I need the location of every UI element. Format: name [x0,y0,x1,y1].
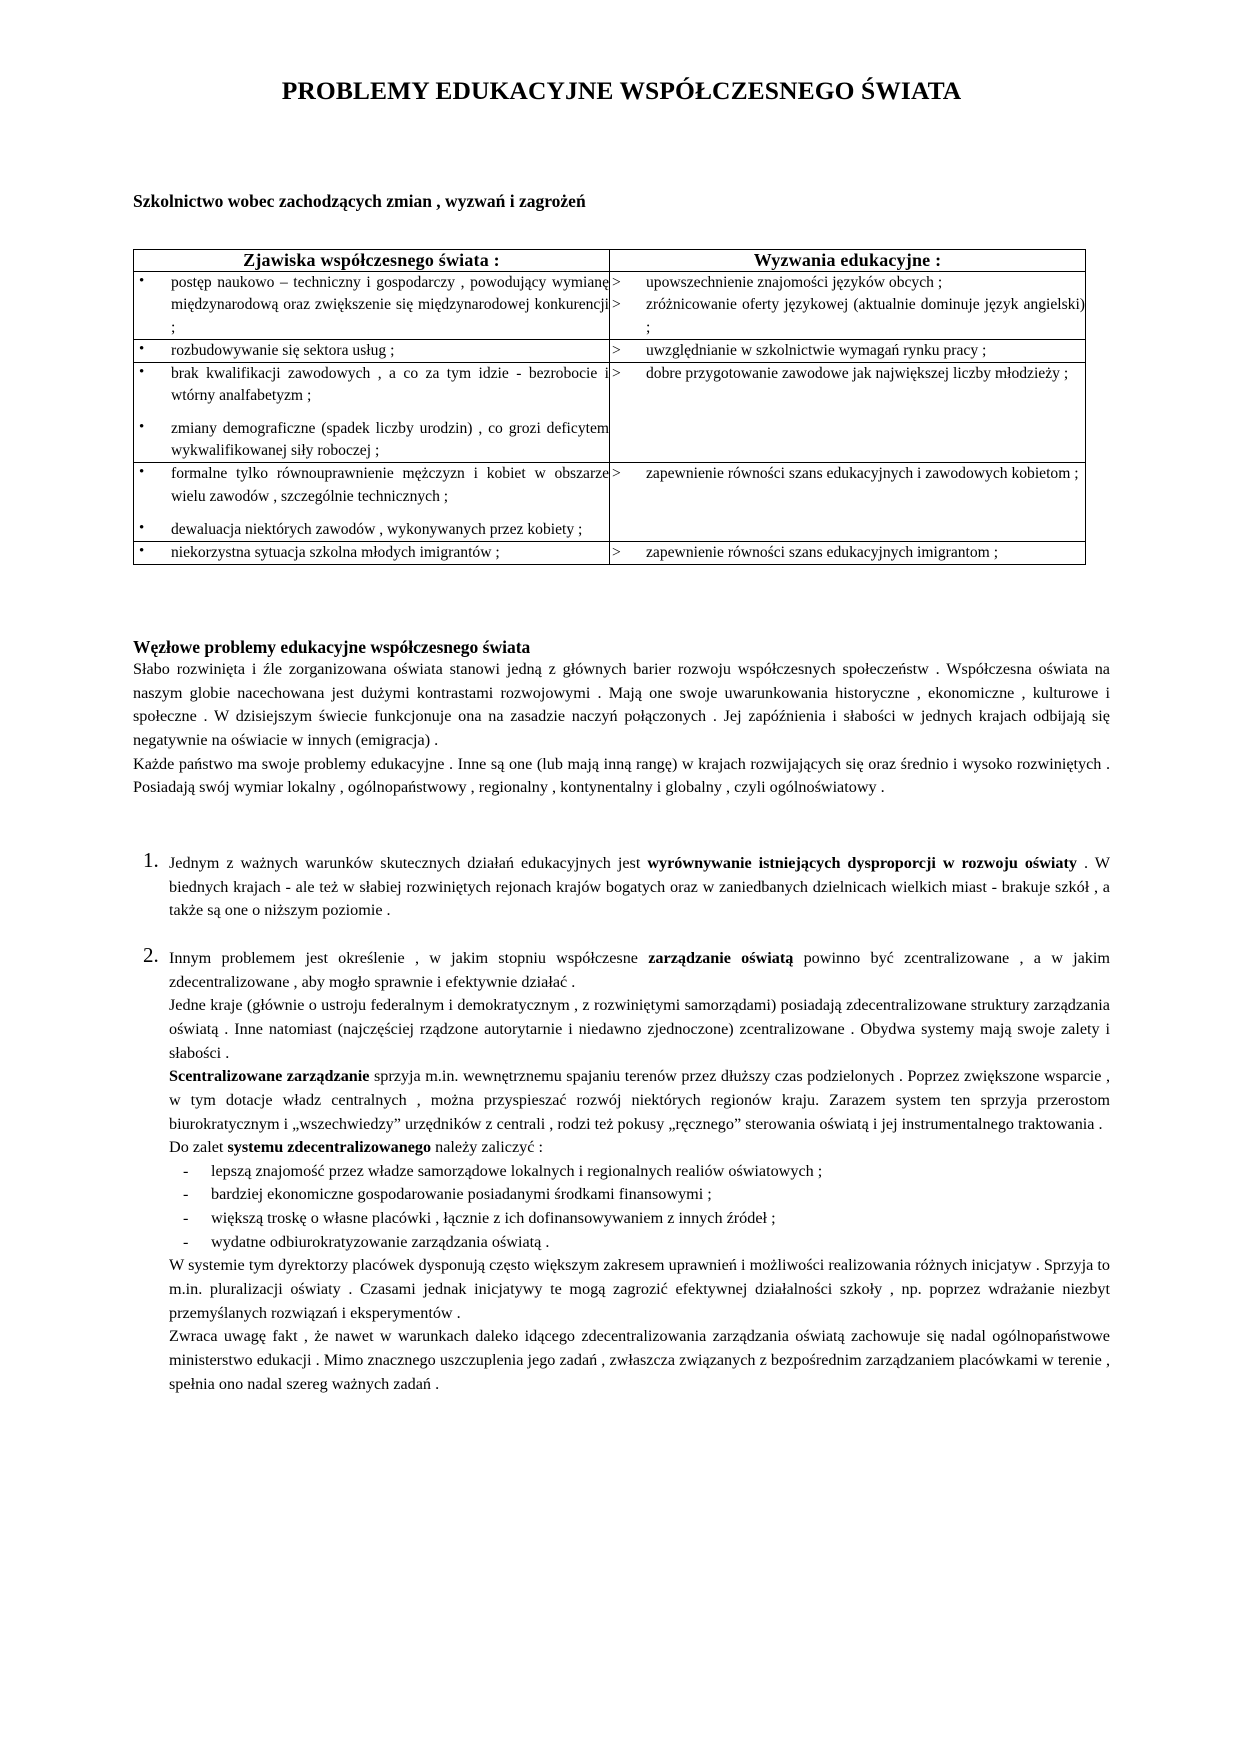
table-cell-phenomena [134,339,610,362]
table-cell-challenges [610,463,1086,541]
item2-line4-b: należy zaliczyć : [431,1138,543,1157]
table-row [134,272,1086,339]
list-item: > uwzględnianie w szkolnictwie wymagań rynku pracy ; [610,340,1085,362]
decentralized-advantages-list [169,1160,1110,1255]
table-cell-challenges [610,272,1086,339]
table-cell-phenomena [134,362,610,463]
table-header-right: Wyzwania edukacyjne : [610,250,1086,272]
numbered-item-2-line-2: Jedne kraje (głównie o ustroju federalnym i demokratycznym , z rozwiniętymi samorządami) posiadają zdecentralizowane struktury zarządzania oświatą . Inne natomiast (najczęściej rządzone autorytarnie i niedawno zjednoczone) zcentralizowane . Obydwa systemy mają swoje zalety i słabości . [169,996,1110,1062]
numbered-item-1 [133,852,1110,923]
table-row [134,463,1086,541]
item2-line1-b: powinno być zcentralizowane , a w jakim zdecentralizowane , aby mogło sprawnie i efektywnie działać . [169,948,1110,991]
item2-line1-a: Innym problemem jest określenie , w jakim stopniu współczesne [169,948,649,967]
table-row [134,339,1086,362]
list-item: • niekorzystna sytuacja szkolna młodych imigrantów ; [134,542,609,564]
item1-part-a: Jednym z ważnych warunków skutecznych działań edukacyjnych jest [169,853,648,872]
item2-line1-bold: zarządzanie oświatą [648,948,794,967]
section-heading-schooling: Szkolnictwo wobec zachodzących zmian , wyzwań i zagrożeń [133,191,586,212]
list-item: • formalne tylko równouprawnienie mężczyzn i kobiet w obszarze wielu zawodów , szczególnie technicznych ; [134,463,609,507]
numbered-item-1-text [169,852,1110,923]
phenomena-list [134,272,609,338]
numbered-item-2-line-4 [169,1136,1110,1160]
item1-part-b: . W biednych krajach - ale też w słabiej rozwiniętych rejonach krajów bogatych oraz w zaniedbanych dzielnicach wielkich miast - brakuje szkół , a także są one o niższym poziomie . [169,853,1110,920]
list-item: • dewaluacja niektórych zawodów , wykonywanych przez kobiety ; [134,519,609,541]
list-item: - bardziej ekonomiczne gospodarowanie posiadanymi środkami finansowymi ; [169,1183,1110,1207]
table-cell-phenomena [134,272,610,339]
list-item: > dobre przygotowanie zawodowe jak największej liczby młodzieży ; [610,363,1085,385]
table-cell-phenomena [134,463,610,541]
phenomena-list [134,363,609,463]
list-item: > zapewnienie równości szans edukacyjnych imigrantom ; [610,542,1085,564]
item2-line3-bold: Scentralizowane zarządzanie [169,1067,370,1086]
list-item: • rozbudowywanie się sektora usług ; [134,340,609,362]
table-row [134,362,1086,463]
table-cell-challenges [610,362,1086,463]
list-item: • postęp naukowo – techniczny i gospodarczy , powodujący wymianę międzynarodową oraz zwiększenie się międzynarodowej konkurencji ; [134,272,609,338]
paragraph-intro-1: Słabo rozwinięta i źle zorganizowana oświata stanowi jedną z głównych barier rozwoju współczesnych społeczeństw . Współczesna oświata na naszym globie nacechowana jest dużymi kontrastami rozwojowymi . Mają one swoje uwarunkowania historyczne , ekonomiczne , kulturowe i społeczne . W dzisiejszym świecie funkcjonuje ona na zasadzie naczyń połączonych . Jej zapóźnienia i słabości w jednych krajach odbijają się negatywnie na oświacie w innych (emigracja) . [133,660,1110,749]
item2-line3-rest: sprzyja m.in. wewnętrznemu spajaniu terenów przez dłuższy czas podzielonych . Poprzez zwiększone wsparcie , w tym dotacje władz centralnych , można przyspieszać rozwój niektórych regionów kraju. Zarazem system ten sprzyja przerostom biurokratycznym i „wszechwiedzy” urzędników z centrali , rodzi też pokusy „ręcznego” sterowania oświatą i jej instrumentalnego traktowania . [169,1067,1110,1133]
phenomena-list [134,340,609,362]
item2-line4-a: Do zalet [169,1138,228,1157]
list-item: • zmiany demograficzne (spadek liczby urodzin) , co grozi deficytem wykwalifikowanej siły roboczej ; [134,418,609,462]
section-heading-key-problems: Węzłowe problemy edukacyjne współczesnego świata [133,637,531,657]
paragraph-intro-2: Każde państwo ma swoje problemy edukacyjne . Inne są one (lub mają inną rangę) w krajach rozwijających się oraz średnio i wysoko rozwiniętych . Posiadają swój wymiar lokalny , ogólnopaństwowy , regionalny , kontynentalny i globalny , czyli ogólnoświatowy . [133,754,1110,797]
page-title: PROBLEMY EDUKACYJNE WSPÓŁCZESNEGO ŚWIATA [281,76,962,105]
challenges-list [610,542,1085,564]
challenges-list [610,272,1085,338]
table-cell-phenomena [134,541,610,564]
numbered-item-2-line-1 [169,947,1110,994]
list-item: > upowszechnienie znajomości języków obcych ; [610,272,1085,294]
numbered-item-2-line-3 [169,1065,1110,1136]
table-header-row [134,250,1086,272]
challenges-list [610,340,1085,362]
list-item: > zróżnicowanie oferty językowej (aktualnie dominuje język angielski) ; [610,294,1085,338]
list-item: - lepszą znajomość przez władze samorządowe lokalnych i regionalnych realiów oświatowych ; [169,1160,1110,1184]
table-cell-challenges [610,339,1086,362]
list-item: > zapewnienie równości szans edukacyjnych i zawodowych kobietom ; [610,463,1085,485]
phenomena-list [134,542,609,564]
challenges-list [610,463,1085,485]
challenges-list [610,363,1085,385]
numbered-item-2-line-6: Zwraca uwagę fakt , że nawet w warunkach daleko idącego zdecentralizowania zarządzania oświatą zachowuje się nadal ogólnopaństwowe ministerstwo edukacji . Mimo znacznego uszczuplenia jego zadań , zwłaszcza związanych z bezpośrednim zarządzaniem placówkami w terenie , spełnia ono nadal szereg ważnych zadań . [169,1327,1110,1393]
list-item: - wydatne odbiurokratyzowanie zarządzania oświatą . [169,1231,1110,1255]
item1-bold: wyrównywanie istniejących dysproporcji w rozwoju oświaty [647,853,1077,872]
item2-line4-bold: systemu zdecentralizowanego [227,1138,432,1157]
phenomena-list [134,463,609,540]
numbered-item-2-line-5: W systemie tym dyrektorzy placówek dysponują często większym zakresem uprawnień i możliwości realizowania różnych inicjatyw . Sprzyja to m.in. pluralizacji oświaty . Czasami jednak inicjatywy te mogą zagrozić efektywnej działalności szkoły , np. poprzez wdrażanie niezbyt przemyślanych rozwiązań i eksperymentów . [169,1256,1110,1322]
list-item: - większą troskę o własne placówki , łącznie z ich dofinansowywaniem z innych źródeł ; [169,1207,1110,1231]
table-header-left: Zjawiska współczesnego świata : [134,250,610,272]
numbered-item-2 [133,947,1110,1396]
table-cell-challenges [610,541,1086,564]
table-row [134,541,1086,564]
phenomena-challenges-table [133,249,1086,565]
list-item: • brak kwalifikacji zawodowych , a co za tym idzie - bezrobocie i wtórny analfabetyzm ; [134,363,609,407]
numbered-problem-list [133,852,1110,1396]
